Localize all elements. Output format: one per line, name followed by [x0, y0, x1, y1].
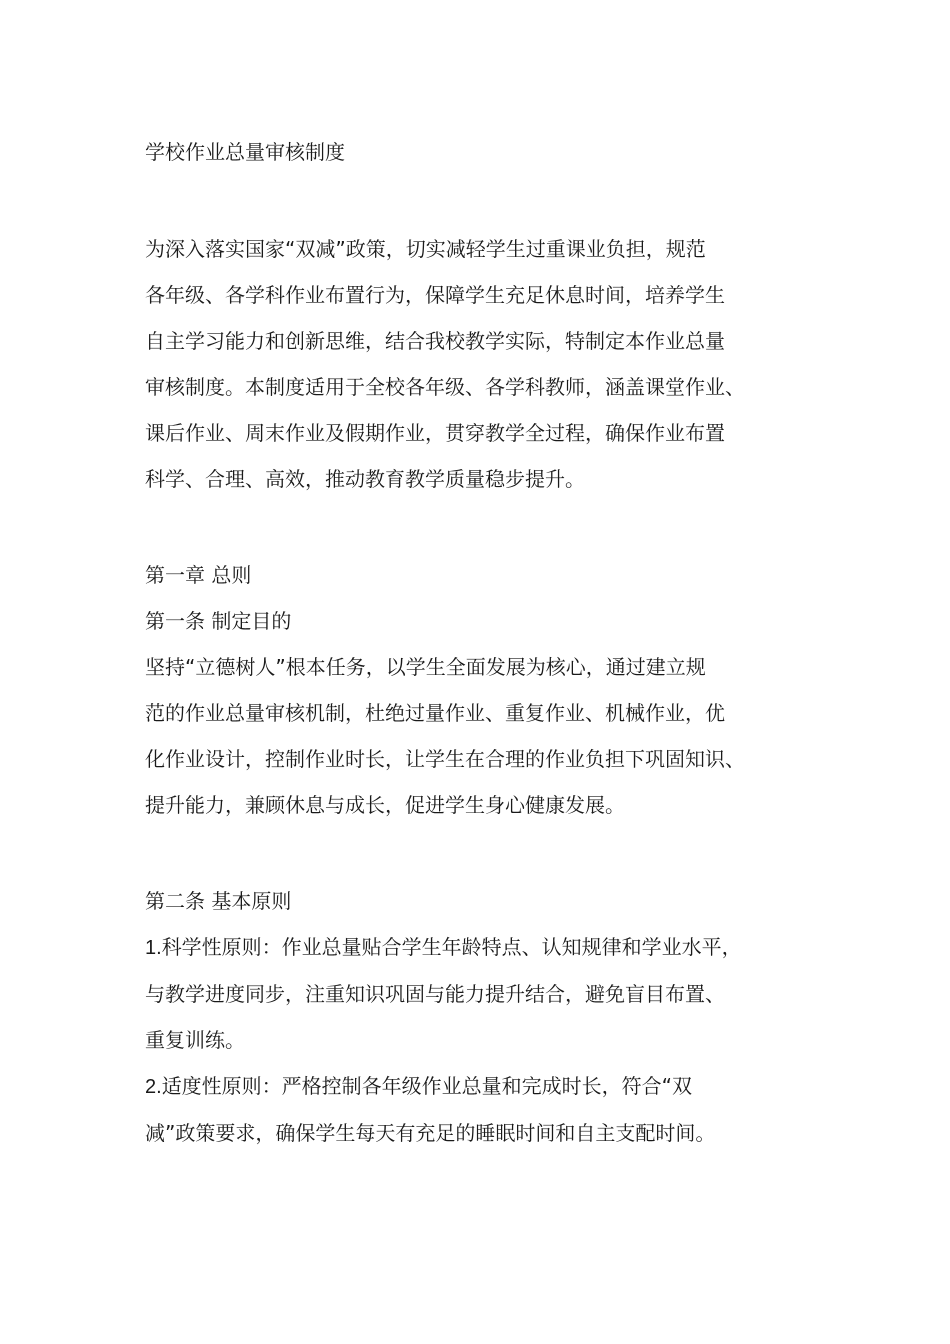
- item-number: 1.: [145, 937, 162, 959]
- principle-item-1: [145, 924, 825, 1063]
- article-2-heading: 第二条 基本原则: [145, 889, 292, 913]
- document-body: [145, 130, 825, 1156]
- article-1-heading: 第一条 制定目的: [145, 609, 292, 633]
- spacer: [145, 502, 825, 552]
- principle-item-2: [145, 1063, 825, 1156]
- item-number: 2.: [145, 1076, 162, 1098]
- document-title: 学校作业总量审核制度: [145, 140, 345, 164]
- spacer: [145, 174, 825, 226]
- item-text: 科学性原则：作业总量贴合学生年龄特点、认知规律和学业水平， 与教学进度同步，注重知识巩固与能力提升结合，避免盲目布置、 重复训练。: [145, 935, 742, 1052]
- intro-paragraph: 为深入落实国家“双减”政策，切实减轻学生过重课业负担，规范 各年级、各学科作业布置行为，保障学生充足休息时间，培养学生 自主学习能力和创新思维，结合我校教学实际，特制定本作业总量 审核制度。本制度适用于全校各年级、各学科教师，涵盖课堂作业、 课后作业、周末作业及假期作业，贯穿教学全过程，确保作业布置 科学、合理、高效，推动教育教学质量稳步提升。: [145, 237, 745, 491]
- chapter-heading: 第一章 总则: [145, 563, 252, 587]
- item-text: 适度性原则：严格控制各年级作业总量和完成时长，符合“双 减”政策要求，确保学生每天有充足的睡眠时间和自主支配时间。: [145, 1074, 716, 1145]
- spacer: [145, 828, 825, 878]
- article-1-body: 坚持“立德树人”根本任务，以学生全面发展为核心，通过建立规 范的作业总量审核机制，杜绝过量作业、重复作业、机械作业，优 化作业设计，控制作业时长，让学生在合理的作业负担下巩固知识、 提升能力，兼顾休息与成长，促进学生身心健康发展。: [145, 655, 745, 817]
